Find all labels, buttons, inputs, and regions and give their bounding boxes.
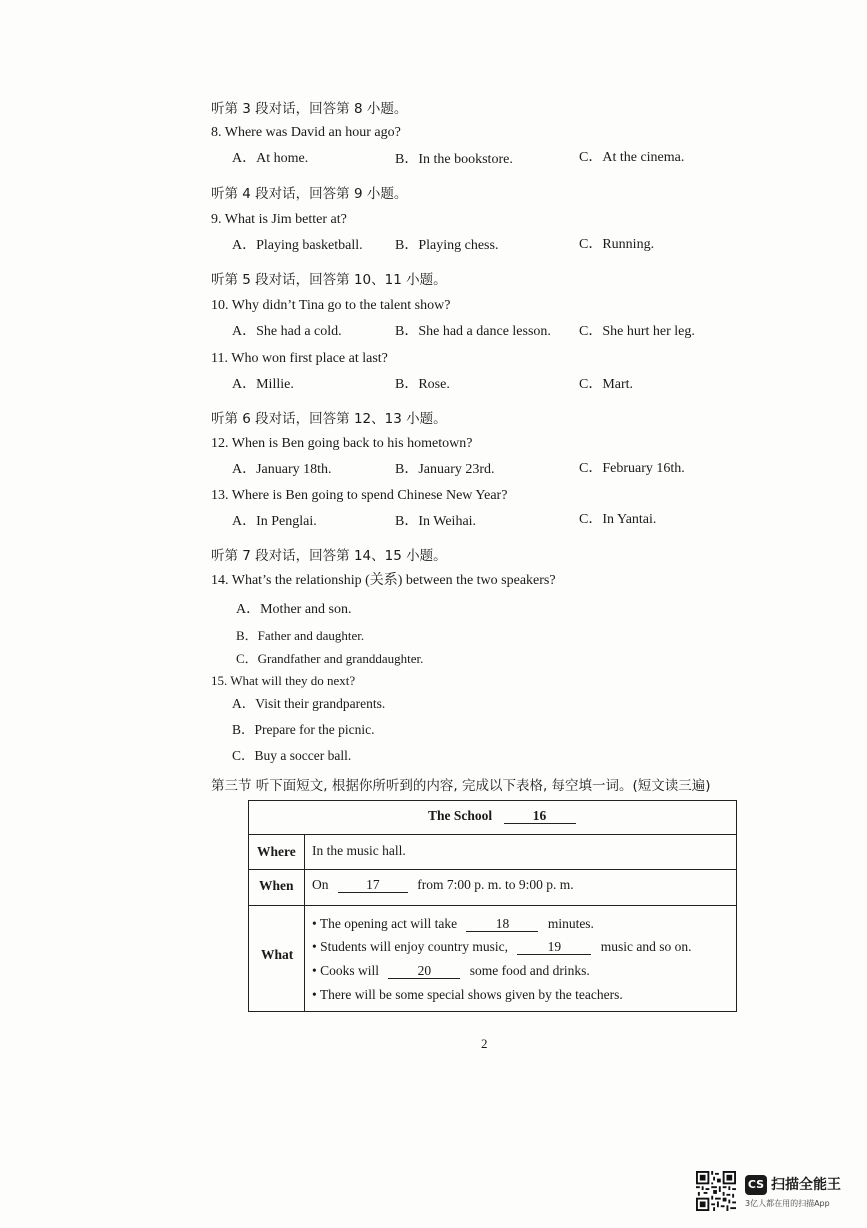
blank-18: 18 xyxy=(466,916,538,932)
question-8-option-a: A．At home. xyxy=(232,151,309,166)
camscanner-logo-icon: CS xyxy=(745,1175,767,1195)
question-14-option-b: B．Father and daughter. xyxy=(236,628,365,643)
what-item-4-text: • There will be some special shows given by the teachers. xyxy=(312,987,623,1002)
qr-code-icon xyxy=(696,1171,736,1211)
question-15-stem: 15. What will they do next? xyxy=(211,673,356,688)
blank-20: 20 xyxy=(388,963,460,979)
section-heading-3: 听第 3 段对话，回答第 8 小题。 xyxy=(211,101,408,117)
table-title xyxy=(428,808,576,824)
when-prefix: On xyxy=(312,877,329,892)
question-14-stem: 14. What’s the relationship (关系) between the two speakers? xyxy=(211,573,556,588)
what-item-2-text: • Students will enjoy country music, xyxy=(312,939,508,954)
row-label-what: What xyxy=(261,947,294,962)
question-8-stem: 8. Where was David an hour ago? xyxy=(211,125,401,140)
table-column-divider xyxy=(304,834,305,1012)
table-divider-1 xyxy=(248,834,737,835)
row-value-when xyxy=(312,877,574,893)
when-suffix: from 7:00 p. m. to 9:00 p. m. xyxy=(417,877,574,892)
blank-19: 19 xyxy=(517,939,591,955)
what-item-3 xyxy=(312,963,590,979)
blank-17: 17 xyxy=(338,877,408,893)
section-heading-5: 听第 5 段对话，回答第 10、11 小题。 xyxy=(211,272,447,288)
part-3-instructions: 第三节 听下面短文, 根据你所听到的内容, 完成以下表格, 每空填一词。(短文读三遍) xyxy=(211,778,711,794)
listening-table xyxy=(248,800,737,1012)
blank-16: 16 xyxy=(504,808,576,824)
question-11-option-c: C．Mart. xyxy=(579,377,634,392)
what-item-2-suffix: music and so on. xyxy=(600,939,692,954)
question-11-option-b: B．Rose. xyxy=(395,377,450,392)
question-12-option-b: B．January 23rd. xyxy=(395,462,495,477)
what-item-3-suffix: some food and drinks. xyxy=(469,963,590,978)
row-value-where: In the music hall. xyxy=(312,843,406,858)
what-item-1-suffix: minutes. xyxy=(547,916,594,931)
section-heading-4: 听第 4 段对话，回答第 9 小题。 xyxy=(211,186,408,202)
row-label-where: Where xyxy=(257,844,296,859)
what-item-3-text: • Cooks will xyxy=(312,963,379,978)
section-heading-6: 听第 6 段对话，回答第 12、13 小题。 xyxy=(211,411,447,427)
question-9-stem: 9. What is Jim better at? xyxy=(211,212,347,227)
what-item-1-text: • The opening act will take xyxy=(312,916,458,931)
question-13-stem: 13. Where is Ben going to spend Chinese New Year? xyxy=(211,488,508,503)
question-8-option-c: C．At the cinema. xyxy=(579,150,685,165)
question-12-option-c: C．February 16th. xyxy=(579,461,685,476)
question-13-option-b: B．In Weihai. xyxy=(395,514,477,529)
scanner-app-name: 扫描全能王 xyxy=(771,1177,841,1193)
question-9-option-a: A．Playing basketball. xyxy=(232,238,363,253)
question-8-option-b: B．In the bookstore. xyxy=(395,152,513,167)
table-divider-2 xyxy=(248,869,737,870)
question-9-option-b: B．Playing chess. xyxy=(395,238,499,253)
question-10-stem: 10. Why didn’t Tina go to the talent show? xyxy=(211,298,451,313)
table-divider-3 xyxy=(248,905,737,906)
question-14-option-c: C．Grandfather and granddaughter. xyxy=(236,651,424,666)
section-heading-7: 听第 7 段对话，回答第 14、15 小题。 xyxy=(211,548,447,564)
question-9-option-c: C．Running. xyxy=(579,237,655,252)
what-item-1 xyxy=(312,916,594,932)
question-11-stem: 11. Who won first place at last? xyxy=(211,351,388,366)
page-number: 2 xyxy=(481,1036,488,1051)
question-12-stem: 12. When is Ben going back to his hometown? xyxy=(211,436,473,451)
what-item-4 xyxy=(312,987,623,1003)
row-label-when: When xyxy=(259,878,294,893)
question-10-option-b: B．She had a dance lesson. xyxy=(395,324,551,339)
scanner-app-tagline: 3亿人都在用的扫描App xyxy=(745,1199,830,1208)
question-13-option-c: C．In Yantai. xyxy=(579,512,657,527)
question-14-option-a: A．Mother and son. xyxy=(236,602,352,617)
table-title-text: The School xyxy=(428,808,493,823)
question-13-option-a: A．In Penglai. xyxy=(232,514,317,529)
question-12-option-a: A．January 18th. xyxy=(232,462,332,477)
question-15-option-b: B．Prepare for the picnic. xyxy=(232,722,375,737)
question-11-option-a: A．Millie. xyxy=(232,377,294,392)
question-10-option-c: C．She hurt her leg. xyxy=(579,324,695,339)
what-item-2 xyxy=(312,939,691,955)
question-10-option-a: A．She had a cold. xyxy=(232,324,342,339)
question-15-option-a: A．Visit their grandparents. xyxy=(232,696,386,711)
question-15-option-c: C．Buy a soccer ball. xyxy=(232,748,352,763)
